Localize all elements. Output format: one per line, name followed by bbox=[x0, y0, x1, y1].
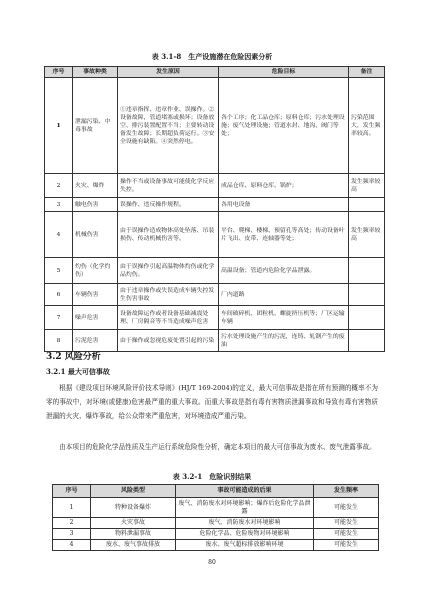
consequence-cell: 废水、废气超标排放影响环境 bbox=[176, 540, 314, 551]
frequency-cell: 可能发生 bbox=[314, 540, 379, 551]
risk-type: 特种设备爆炸 bbox=[91, 498, 176, 518]
table-row bbox=[53, 529, 379, 540]
table2-header-freq: 发生频率 bbox=[314, 485, 379, 498]
table2-header-row bbox=[53, 485, 379, 498]
note-cell: 发生频率较高 bbox=[349, 212, 385, 258]
page-number: 80 bbox=[208, 559, 216, 566]
frequency-cell: 可能发生 bbox=[314, 498, 379, 518]
target-cell: 成品仓库、原料仓库、锅炉； bbox=[219, 174, 349, 198]
note-cell: 发生频率较高 bbox=[349, 174, 385, 198]
table1-header-cause: 发生原因 bbox=[118, 67, 219, 78]
accident-type: 泄漏污染、中毒事故 bbox=[73, 78, 118, 174]
row-number: 5 bbox=[45, 258, 73, 284]
target-cell: 各用电设备 bbox=[219, 198, 349, 212]
table1-header-no: 序号 bbox=[45, 67, 73, 78]
cause-cell: 由于违章操作或失误造成车辆失控发生伤害事故 bbox=[118, 284, 219, 306]
note-cell bbox=[349, 284, 385, 306]
table-row bbox=[53, 540, 379, 551]
row-number: 7 bbox=[45, 306, 73, 330]
row-number: 8 bbox=[45, 330, 73, 352]
section-title: 3.2 风险分析 bbox=[46, 352, 101, 362]
table2-header-result: 事故可能造成的后果 bbox=[176, 485, 314, 498]
cause-cell: 操作不当或设备事故可能使化学反应失控。 bbox=[118, 174, 219, 198]
target-cell: 平台、爬梯、楼梯、预留孔等高处；传动设备叶片飞出、皮带、连轴器等处； bbox=[219, 212, 349, 258]
table-row bbox=[45, 212, 385, 258]
row-number: 4 bbox=[53, 540, 91, 551]
frequency-cell: 可能发生 bbox=[314, 529, 379, 540]
consequence-cell: 危险化学品、危险废物对环境影响 bbox=[176, 529, 314, 540]
row-number: 1 bbox=[53, 498, 91, 518]
table-row bbox=[45, 284, 385, 306]
accident-type: 触电伤害 bbox=[73, 198, 118, 212]
paragraph: 根据《建设项目环境风险评价技术导则》(HJ/T 169-2004)的定义，最大可信事故是指在所有预测的概率不为零的事故中，对环境(或健康)危害最严重的重大事故。而重大事故是指有毒有害物质泄漏事故和导致有毒有害物质泄漏的火灾、爆炸事故，给公众带来严重危害，对环境造成严重污染。 bbox=[46, 384, 378, 420]
cause-cell: ①违章指挥、违章作业、误操作。②设备故障，管道堵塞或损坏；设备放空、排污装置配置不当；主要转动设备发生故障；长期超负荷运行。③安全设施有缺陷。④突然停电。 bbox=[118, 78, 219, 174]
row-number: 4 bbox=[45, 212, 73, 258]
table-row bbox=[53, 498, 379, 518]
note-cell bbox=[349, 198, 385, 212]
accident-type: 灼伤（化学灼伤） bbox=[73, 258, 118, 284]
table-row bbox=[45, 306, 385, 330]
table1-header-row bbox=[45, 67, 385, 78]
table2-header-no: 序号 bbox=[53, 485, 91, 498]
target-cell: 污水处理设施产生的污泥，连铸、轧钢产生的废油 bbox=[219, 330, 349, 352]
cause-cell: 由于误操作造成物体高处坠落、吊装损伤、传动机械伤害等。 bbox=[118, 212, 219, 258]
target-cell: 车间破碎机、团粒机、螺旋挤压机等；厂区运输车辆 bbox=[219, 306, 349, 330]
row-number: 3 bbox=[53, 529, 91, 540]
accident-type: 火灾、爆炸 bbox=[73, 174, 118, 198]
row-number: 2 bbox=[45, 174, 73, 198]
table-row bbox=[45, 258, 385, 284]
accident-type: 污泥危害 bbox=[73, 330, 118, 352]
table-row bbox=[45, 198, 385, 212]
row-number: 6 bbox=[45, 284, 73, 306]
risk-identification-table bbox=[52, 484, 379, 551]
target-cell: 高温设备；管道内危险化学品泄露。 bbox=[219, 258, 349, 284]
cause-cell: 由于误操作引起高温物体灼伤或化学品灼伤。 bbox=[118, 258, 219, 284]
table2-caption: 表 3.2-1 危险识别结果 bbox=[172, 472, 252, 481]
row-number: 3 bbox=[45, 198, 73, 212]
table-row bbox=[45, 78, 385, 174]
row-number: 2 bbox=[53, 518, 91, 529]
risk-type: 废水、废气事故排放 bbox=[91, 540, 176, 551]
table-row bbox=[45, 174, 385, 198]
note-cell bbox=[349, 306, 385, 330]
note-cell: 污染范围大，发生频率较高。 bbox=[349, 78, 385, 174]
accident-type: 车辆伤害 bbox=[73, 284, 118, 306]
risk-type: 物料泄漏事故 bbox=[91, 529, 176, 540]
target-cell: 各个工序；化工品仓库；原料仓库；污水处理设施；废气处理设施；管道水封、地沟、阀门等处； bbox=[219, 78, 349, 174]
accident-type: 机械伤害 bbox=[73, 212, 118, 258]
table1-header-note: 备注 bbox=[349, 67, 385, 78]
risk-type: 火灾事故 bbox=[91, 518, 176, 529]
table1-caption: 表 3.1-8 生产设施潜在危险因素分析 bbox=[151, 52, 273, 61]
table2-header-type: 风险类型 bbox=[91, 485, 176, 498]
paragraph: 由本项目的危险化学品性质及生产运行系统危险性分析，确定本项目的最大可信事故为废水、废气泄露事故。 bbox=[59, 443, 376, 451]
consequence-cell: 废气、消防废水对环境影响 bbox=[176, 518, 314, 529]
cause-cell: 误操作、违反操作规程。 bbox=[118, 198, 219, 212]
row-number: 1 bbox=[45, 78, 73, 174]
frequency-cell: 可能发生 bbox=[314, 518, 379, 529]
cause-cell: 由于操作或忽视危废处置引起的污染 bbox=[118, 330, 219, 352]
table-row bbox=[53, 518, 379, 529]
table1-header-target: 危险目标 bbox=[219, 67, 349, 78]
cause-cell: 设备故障运作或者设备基础减震处理、厂房隔音等不当造成噪声危害 bbox=[118, 306, 219, 330]
table1-header-type: 事故种类 bbox=[73, 67, 118, 78]
consequence-cell: 废气、消防废水对环境影响；爆炸后危险化学品泄露 bbox=[176, 498, 314, 518]
hazard-factor-table bbox=[44, 66, 385, 352]
accident-type: 噪声危害 bbox=[73, 306, 118, 330]
note-cell bbox=[349, 330, 385, 352]
subsection-title: 3.2.1 最大可信事故 bbox=[46, 367, 110, 376]
target-cell: 厂内道路 bbox=[219, 284, 349, 306]
note-cell bbox=[349, 258, 385, 284]
